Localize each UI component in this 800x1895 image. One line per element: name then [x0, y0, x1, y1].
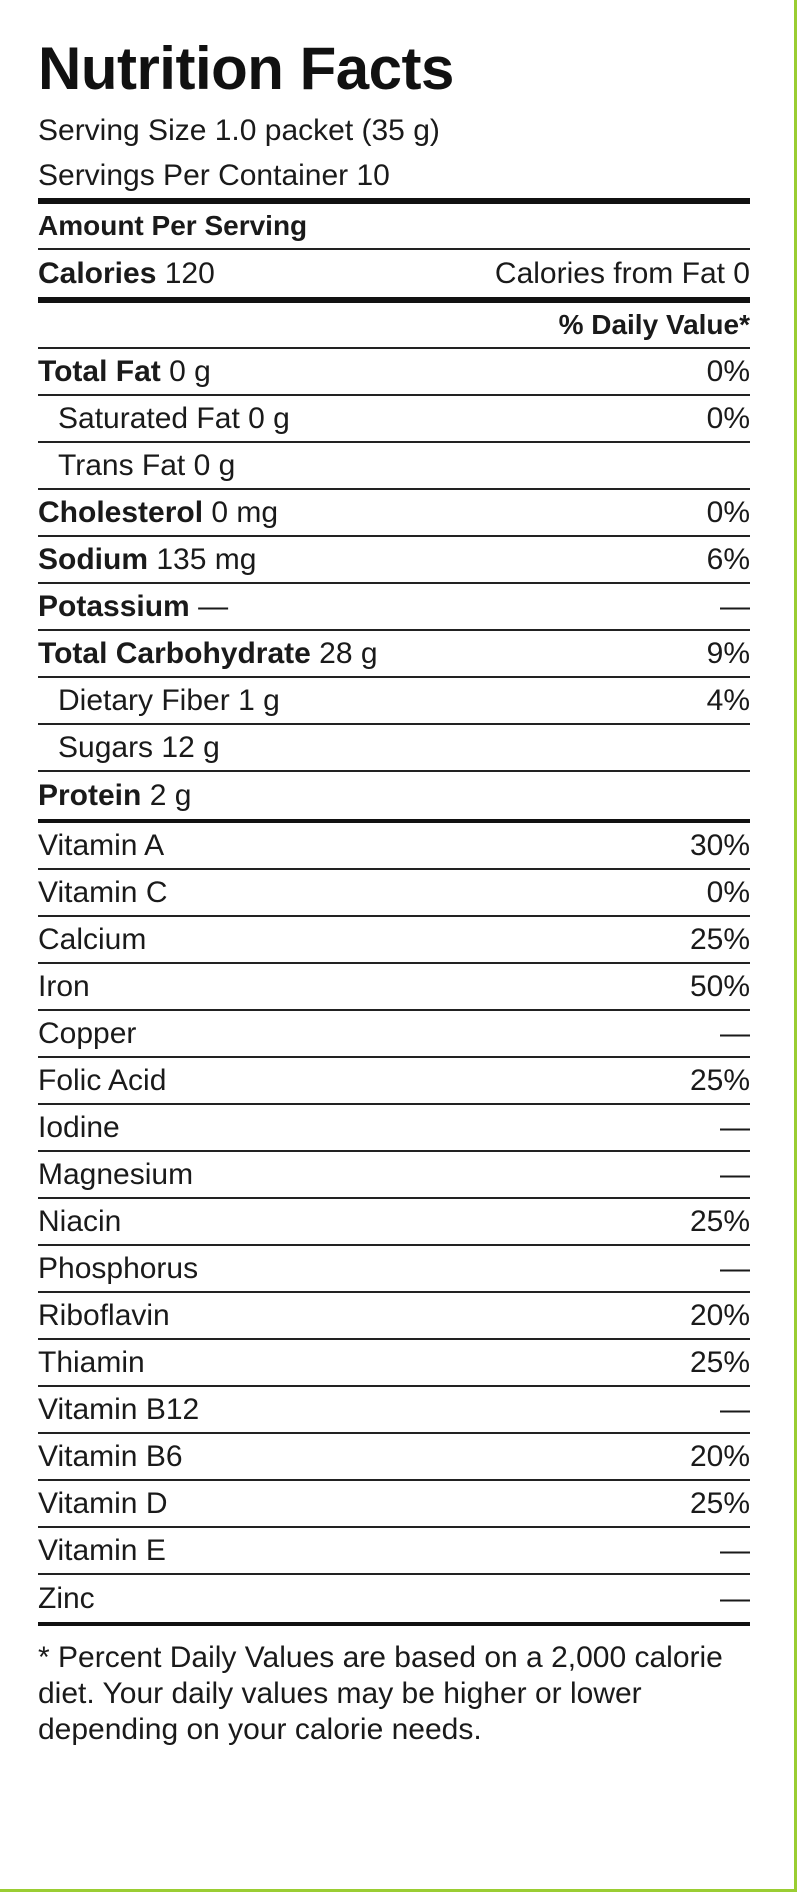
label-title: Nutrition Facts — [38, 35, 454, 102]
vitamin-row — [38, 1575, 750, 1622]
nutrient-name: Trans Fat — [58, 448, 186, 482]
nutrient-label — [38, 496, 278, 530]
nutrient-row — [38, 772, 750, 819]
footnote: * Percent Daily Values are based on a 2,000 calorie diet. Your daily values may be higher or lower depending on your calorie needs. — [38, 1641, 723, 1746]
divider-medium — [38, 1622, 750, 1626]
nutrient-row — [38, 396, 750, 443]
vitamin-name: Vitamin D — [38, 1486, 168, 1520]
daily-value-header-row — [38, 303, 750, 349]
nutrient-name: Protein — [38, 778, 142, 812]
nutrient-daily-value: 0% — [706, 401, 750, 435]
nutrient-name: Potassium — [38, 589, 190, 623]
calories-cell — [38, 257, 215, 291]
nutrient-name: Saturated Fat — [58, 401, 240, 435]
nutrient-label — [38, 590, 228, 624]
nutrient-amount: 135 mg — [156, 542, 257, 576]
vitamin-row — [38, 1340, 750, 1387]
nutrient-daily-value: 0% — [706, 354, 750, 388]
vitamin-daily-value: — — [720, 1392, 750, 1426]
vitamin-daily-value: 20% — [689, 1298, 750, 1332]
nutrient-row — [38, 443, 750, 490]
calories-row — [38, 250, 750, 297]
vitamin-daily-value: 25% — [689, 1204, 750, 1238]
vitamin-daily-value: 25% — [689, 1486, 750, 1520]
vitamin-name: Riboflavin — [38, 1298, 170, 1332]
nutrient-amount: 1 g — [238, 683, 280, 717]
nutrient-name: Total Carbohydrate — [38, 636, 311, 670]
vitamin-name: Magnesium — [38, 1157, 194, 1191]
vitamin-row — [38, 1293, 750, 1340]
vitamin-name: Vitamin A — [38, 828, 165, 862]
nutrient-amount: 0 g — [248, 401, 290, 435]
nutrient-row — [38, 725, 750, 772]
vitamin-daily-value: — — [720, 1581, 750, 1615]
vitamin-name: Vitamin E — [38, 1533, 166, 1567]
vitamin-name: Vitamin B12 — [38, 1392, 200, 1426]
nutrient-label — [38, 779, 191, 813]
vitamin-daily-value: 25% — [689, 1063, 750, 1097]
nutrient-daily-value: — — [720, 589, 750, 623]
vitamin-name: Thiamin — [38, 1345, 145, 1379]
calories-from-fat: Calories from Fat 0 — [494, 256, 750, 290]
vitamin-name: Vitamin C — [38, 875, 168, 909]
vitamin-daily-value: 25% — [689, 922, 750, 956]
amount-per-serving-label: Amount Per Serving — [38, 210, 308, 241]
nutrient-label — [38, 355, 211, 389]
daily-value-header: % Daily Value* — [558, 309, 750, 340]
nutrient-name: Dietary Fiber — [58, 683, 230, 717]
nutrient-amount: 12 g — [161, 730, 220, 764]
vitamin-daily-value: — — [720, 1251, 750, 1285]
nutrient-name: Sugars — [58, 730, 154, 764]
vitamin-name: Vitamin B6 — [38, 1439, 183, 1473]
vitamin-list — [38, 823, 750, 1622]
nutrient-label — [38, 684, 280, 718]
nutrient-daily-value: 9% — [706, 636, 750, 670]
vitamin-row — [38, 1199, 750, 1246]
nutrient-row — [38, 490, 750, 537]
calories-value: 120 — [164, 256, 215, 290]
vitamin-name: Calcium — [38, 922, 147, 956]
nutrient-row — [38, 584, 750, 631]
nutrient-label — [38, 731, 220, 765]
vitamin-name: Copper — [38, 1016, 137, 1050]
vitamin-daily-value: — — [720, 1533, 750, 1567]
serving-size: Serving Size 1.0 packet (35 g) — [38, 114, 440, 147]
nutrient-amount: 0 mg — [211, 495, 279, 529]
nutrient-label — [38, 449, 235, 483]
vitamin-row — [38, 1246, 750, 1293]
nutrient-amount: 28 g — [319, 636, 378, 670]
vitamin-daily-value: 25% — [689, 1345, 750, 1379]
nutrition-label — [38, 30, 750, 1748]
nutrient-amount: 0 g — [193, 448, 236, 482]
nutrient-row — [38, 631, 750, 678]
nutrient-row — [38, 678, 750, 725]
nutrient-name: Sodium — [38, 542, 148, 576]
vitamin-daily-value: — — [720, 1110, 750, 1144]
nutrient-daily-value: 6% — [706, 542, 750, 576]
vitamin-row — [38, 823, 750, 870]
vitamin-row — [38, 964, 750, 1011]
nutrient-daily-value: 0% — [706, 495, 750, 529]
calories-label: Calories — [38, 256, 157, 290]
vitamin-name: Iron — [38, 969, 90, 1003]
nutrient-row — [38, 349, 750, 396]
vitamin-row — [38, 870, 750, 917]
nutrient-amount: 0 g — [169, 354, 211, 388]
nutrient-name: Total Fat — [38, 354, 161, 388]
nutrient-amount: — — [198, 589, 229, 623]
vitamin-row — [38, 1387, 750, 1434]
nutrient-amount: 2 g — [149, 778, 192, 812]
nutrient-name: Cholesterol — [38, 495, 204, 529]
vitamin-daily-value: 0% — [706, 875, 750, 909]
vitamin-row — [38, 917, 750, 964]
vitamin-daily-value: — — [720, 1157, 750, 1191]
servings-per-container: Servings Per Container 10 — [38, 159, 390, 192]
vitamin-daily-value: 50% — [689, 969, 750, 1003]
vitamin-row — [38, 1434, 750, 1481]
vitamin-daily-value: 20% — [689, 1439, 750, 1473]
vitamin-name: Zinc — [38, 1581, 95, 1615]
nutrient-label — [38, 402, 290, 436]
vitamin-name: Folic Acid — [38, 1063, 167, 1097]
vitamin-row — [38, 1011, 750, 1058]
vitamin-row — [38, 1058, 750, 1105]
vitamin-daily-value: — — [720, 1016, 750, 1050]
vitamin-row — [38, 1528, 750, 1575]
nutrient-label — [38, 637, 378, 671]
vitamin-row — [38, 1105, 750, 1152]
vitamin-name: Iodine — [38, 1110, 120, 1144]
vitamin-name: Niacin — [38, 1204, 122, 1238]
nutrient-list — [38, 349, 750, 819]
nutrient-row — [38, 537, 750, 584]
nutrient-daily-value: 4% — [706, 683, 750, 717]
vitamin-row — [38, 1481, 750, 1528]
vitamin-daily-value: 30% — [689, 828, 750, 862]
vitamin-name: Phosphorus — [38, 1251, 199, 1285]
vitamin-row — [38, 1152, 750, 1199]
amount-per-serving — [38, 204, 750, 250]
nutrient-label — [38, 543, 256, 577]
